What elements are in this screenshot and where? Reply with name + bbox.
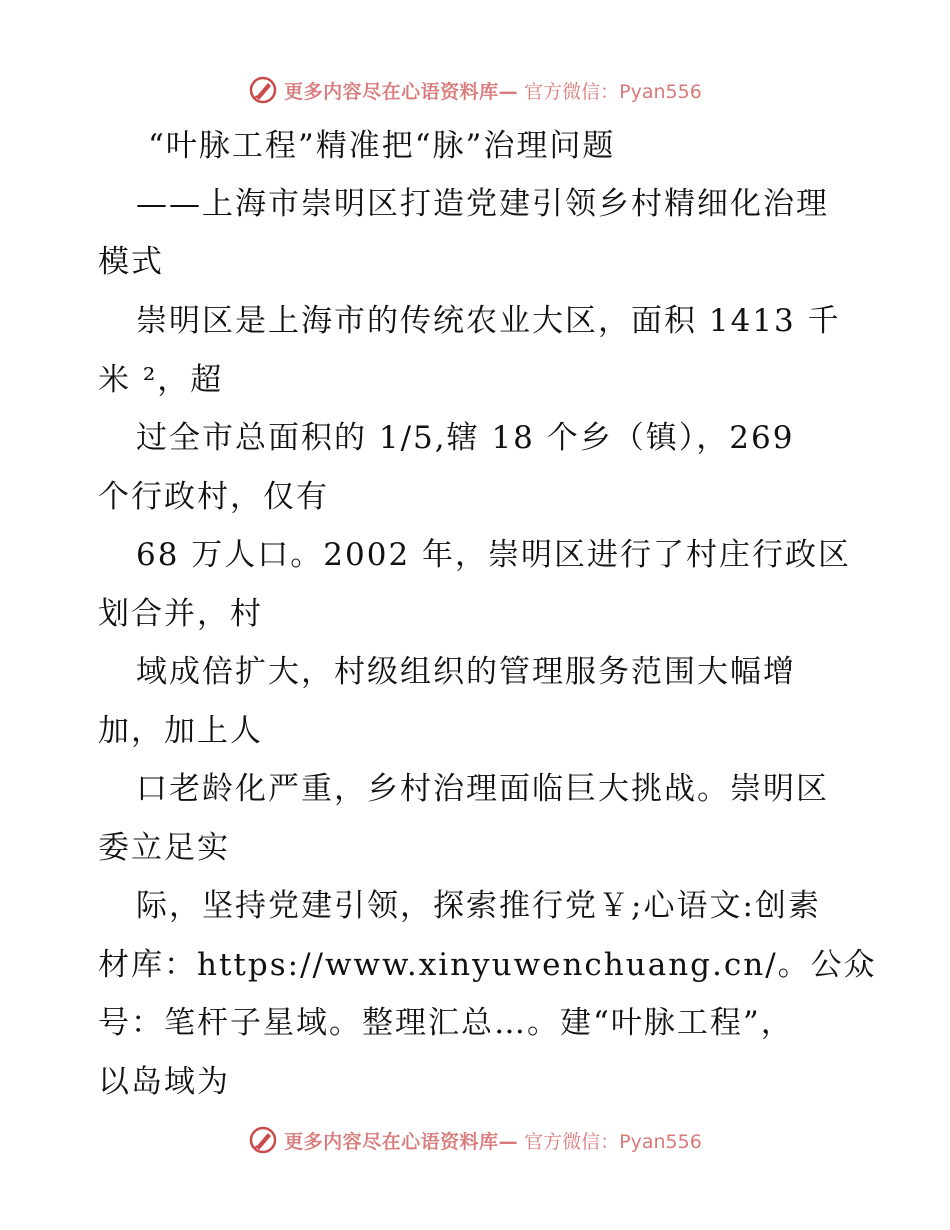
watermark-wechat: 官方微信：Pyan556 [524,1130,702,1153]
document-line: 委立足实 [98,830,230,866]
document-line: 划合并，村 [98,596,263,632]
document-line: 加，加上人 [98,713,263,749]
watermark-wechat: 官方微信：Pyan556 [524,80,702,103]
document-line: 个行政村，仅有 [98,479,329,515]
document-line: 米 ²，超 [98,362,224,398]
document-line: 际，坚持党建引领，探索推行党￥;心语文:创素 [136,888,821,924]
document-title: “叶脉工程”精准把“脉”治理问题 [148,128,616,164]
watermark-group [248,1125,702,1155]
document-line: 模式 [98,244,164,280]
document-line: 口老龄化严重，乡村治理面临巨大挑战。崇明区 [136,771,829,807]
footer-watermark [0,1120,950,1160]
document-line: 以岛域为 [98,1064,230,1100]
document-line: 材库：https://www.xinyuwenchuang.cn/。公众 [98,947,877,983]
quill-circle-icon [248,1125,278,1155]
document-line: 崇明区是上海市的传统农业大区，面积 1413 千 [136,303,841,339]
document-line: 号：笔杆子星域。整理汇总…。建“叶脉工程”， [98,1005,794,1041]
document-line: ——上海市崇明区打造党建引领乡村精细化治理 [136,186,829,222]
document-line: 域成倍扩大，村级组织的管理服务范围大幅增 [136,654,796,690]
document-line: 过全市总面积的 1/5,辖 18 个乡（镇），269 [136,420,795,456]
document-line: 68 万人口。2002 年，崇明区进行了村庄行政区 [136,537,852,573]
watermark-text: 更多内容尽在心语资料库— [284,80,519,103]
watermark-text: 更多内容尽在心语资料库— [284,1130,519,1153]
